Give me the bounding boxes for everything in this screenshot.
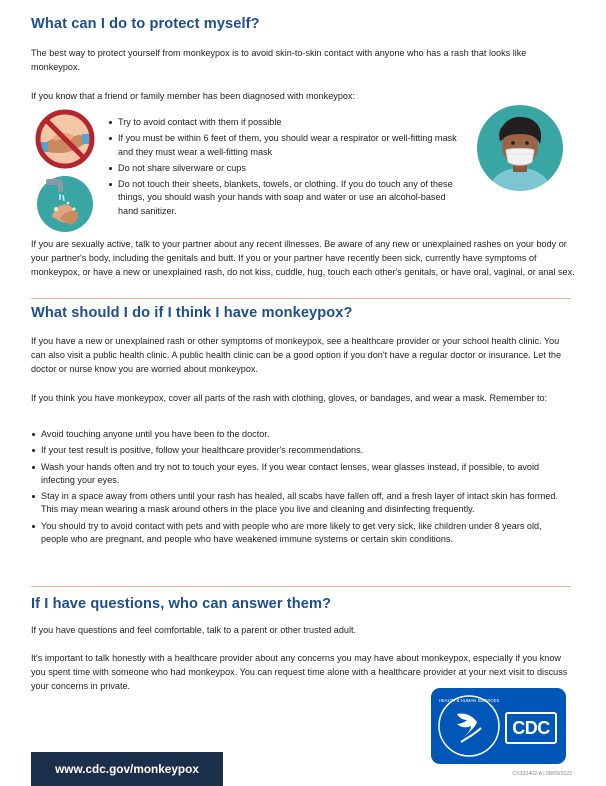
friend-precautions-list bbox=[108, 116, 464, 221]
list-item: Wash your hands often and try not to touch your eyes. If you wear contact lenses, wear glasses instead, if possible, to avoid infecting your eyes. bbox=[31, 461, 561, 488]
list-item: Try to avoid contact with them if possible bbox=[108, 116, 464, 129]
section-divider bbox=[31, 298, 571, 299]
talk-provider-paragraph: It's important to talk honestly with a healthcare provider about any concerns you may have about monkeypox, especially if you know you spent time with someone who had monkeypox. You can request time alone with a healthcare provider at your next visit to discuss your concerns in private. bbox=[31, 653, 568, 691]
friend-intro-paragraph: If you know that a friend or family member has been diagnosed with monkeypox: bbox=[31, 91, 356, 101]
masked-person-icon bbox=[476, 104, 564, 192]
no-handshake-icon bbox=[34, 108, 96, 170]
cover-rash-paragraph: If you think you have monkeypox, cover all parts of the rash with clothing, gloves, or bandages, and wear a mask. Remember to: bbox=[31, 393, 548, 403]
svg-text:HEALTH & HUMAN SERVICES: HEALTH & HUMAN SERVICES bbox=[438, 698, 500, 703]
cdc-wordmark: CDC bbox=[505, 712, 557, 744]
trusted-adult-paragraph: If you have questions and feel comfortable, talk to a parent or other trusted adult. bbox=[31, 625, 357, 635]
section-heading-protect: What can I do to protect myself? bbox=[31, 16, 260, 32]
section-divider bbox=[31, 586, 571, 587]
list-item: Stay in a space away from others until your rash has healed, all scabs have fallen off, and a fresh layer of intact skin has formed. This may mean wearing a mask around others in the place you live and cleaning and disinfecting frequently. bbox=[31, 490, 561, 517]
list-item: Do not touch their sheets, blankets, towels, or clothing. If you do touch any of these things, you should wash your hands with soap and water or use an alcohol-based hand sanitizer. bbox=[108, 178, 464, 218]
section-heading-questions: If I have questions, who can answer them? bbox=[31, 596, 332, 612]
document-id: CS333402-A | 08/09/2022 bbox=[512, 771, 572, 777]
list-item: Do not share silverware or cups bbox=[108, 162, 464, 175]
remember-list bbox=[31, 428, 561, 549]
see-provider-paragraph: If you have a new or unexplained rash or other symptoms of monkeypox, see a healthcare provider or your school health clinic. You can also visit a public health clinic. A public health clinic can be a good option if you don't have a regular doctor or insurance. Let the doctor or nurse know you are worried about monkeypox. bbox=[31, 336, 562, 374]
sexual-activity-paragraph: If you are sexually active, talk to your partner about any recent illnesses. Be aware of any new or unexplained rashes on your body or your partner's body, including the genitals and butt. If you or your partner have recently been sick, currently have symptoms of monkeypox, or have a new or unexplained rash, do not kiss, cuddle, hug, touch each other's genitals, or have oral, vaginal, or anal sex. bbox=[31, 239, 575, 277]
list-item: If your test result is positive, follow your healthcare provider's recommendations. bbox=[31, 444, 561, 457]
section-heading-think-i-have: What should I do if I think I have monkeypox? bbox=[31, 305, 353, 321]
intro-paragraph: The best way to protect yourself from monkeypox is to avoid skin-to-skin contact with anyone who has a rash that looks like monkeypox. bbox=[31, 48, 527, 72]
list-item: You should try to avoid contact with pets and with people who are more likely to get very sick, like children under 8 years old, people who are pregnant, and people who have weakened immune systems or certain skin conditions. bbox=[31, 520, 561, 547]
list-item: If you must be within 6 feet of them, you should wear a respirator or well-fitting mask and they must wear a well-fitting mask bbox=[108, 132, 464, 159]
cdc-url-link[interactable] bbox=[31, 752, 223, 786]
cdc-logo bbox=[431, 688, 566, 764]
hhs-eagle-seal-icon bbox=[439, 696, 500, 756]
list-item: Avoid touching anyone until you have been to the doctor. bbox=[31, 428, 561, 441]
url-text: www.cdc.gov/monkeypox bbox=[55, 762, 199, 776]
handwashing-icon bbox=[34, 173, 96, 235]
